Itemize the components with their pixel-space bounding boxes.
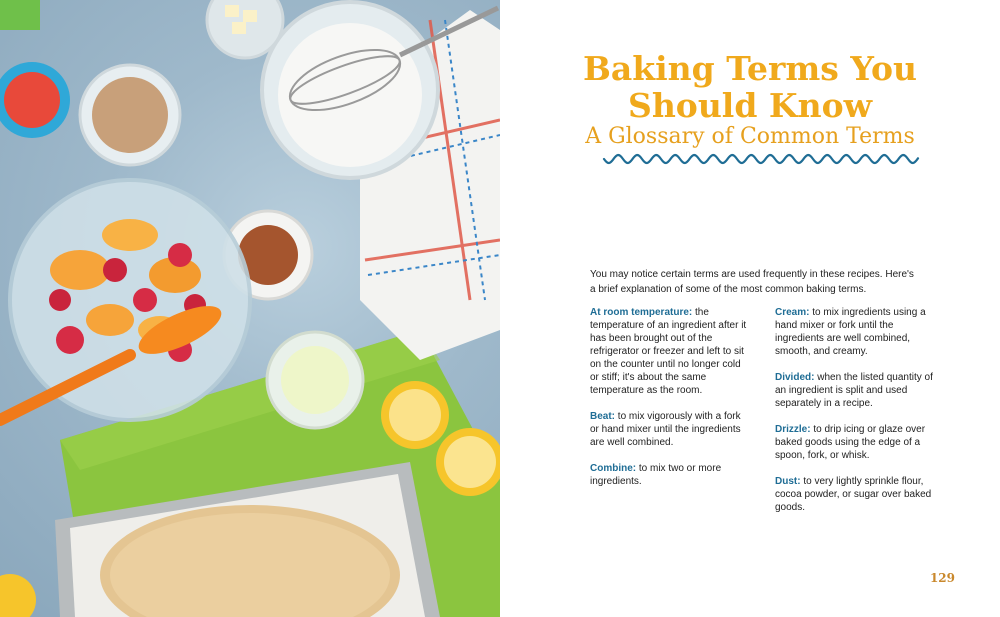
glossary-definition: to mix ingredients using a hand mixer or fork until the ingredients are well combined, smooth, and creamy. <box>775 307 926 357</box>
glossary-column-1 <box>590 306 750 501</box>
glossary-definition: to mix vigorously with a fork or hand mixer until the ingredients are well combined. <box>590 411 741 448</box>
glossary-entry <box>775 371 935 410</box>
glossary-term: Dust: <box>775 476 801 487</box>
glossary-page <box>500 0 1000 617</box>
glossary-definition: to drip icing or glaze over baked goods using the edge of a spoon, fork, or whisk. <box>775 424 926 461</box>
glossary-definition: when the listed quantity of an ingredient is split and used separately in a recipe. <box>775 372 933 409</box>
glossary-entry <box>590 410 750 449</box>
glossary-entry <box>590 306 750 397</box>
glossary-term: Drizzle: <box>775 424 811 435</box>
glossary-term: Combine: <box>590 463 637 474</box>
wave-divider <box>602 152 920 166</box>
glossary-definition: the temperature of an ingredient after it has been brought out of the refrigerator or freezer and left to sit on the counter until no longer cold or stiff; it's about the same temperature as the room. <box>590 307 747 396</box>
glossary-entry <box>775 306 935 358</box>
intro-paragraph: You may notice certain terms are used frequently in these recipes. Here's a brief explanation of some of the most common baking terms. <box>590 269 914 295</box>
glossary-term: Beat: <box>590 411 616 422</box>
glossary-definition: to very lightly sprinkle flour, cocoa powder, or sugar over baked goods. <box>775 476 932 513</box>
page-title-line-1: Baking Terms You <box>582 49 918 88</box>
glossary-entry <box>775 475 935 514</box>
page-title-line-2: Should Know <box>627 86 873 125</box>
glossary-term: At room temperature: <box>590 307 693 318</box>
glossary-entry <box>775 423 935 462</box>
glossary-entry <box>590 462 750 488</box>
glossary-term: Divided: <box>775 372 815 383</box>
glossary-term: Cream: <box>775 307 810 318</box>
glossary-column-2 <box>775 306 935 527</box>
page-subtitle: A Glossary of Common Terms <box>585 124 915 149</box>
page-number: 129 <box>929 571 955 585</box>
glossary-definition: to mix two or more ingredients. <box>590 463 722 487</box>
